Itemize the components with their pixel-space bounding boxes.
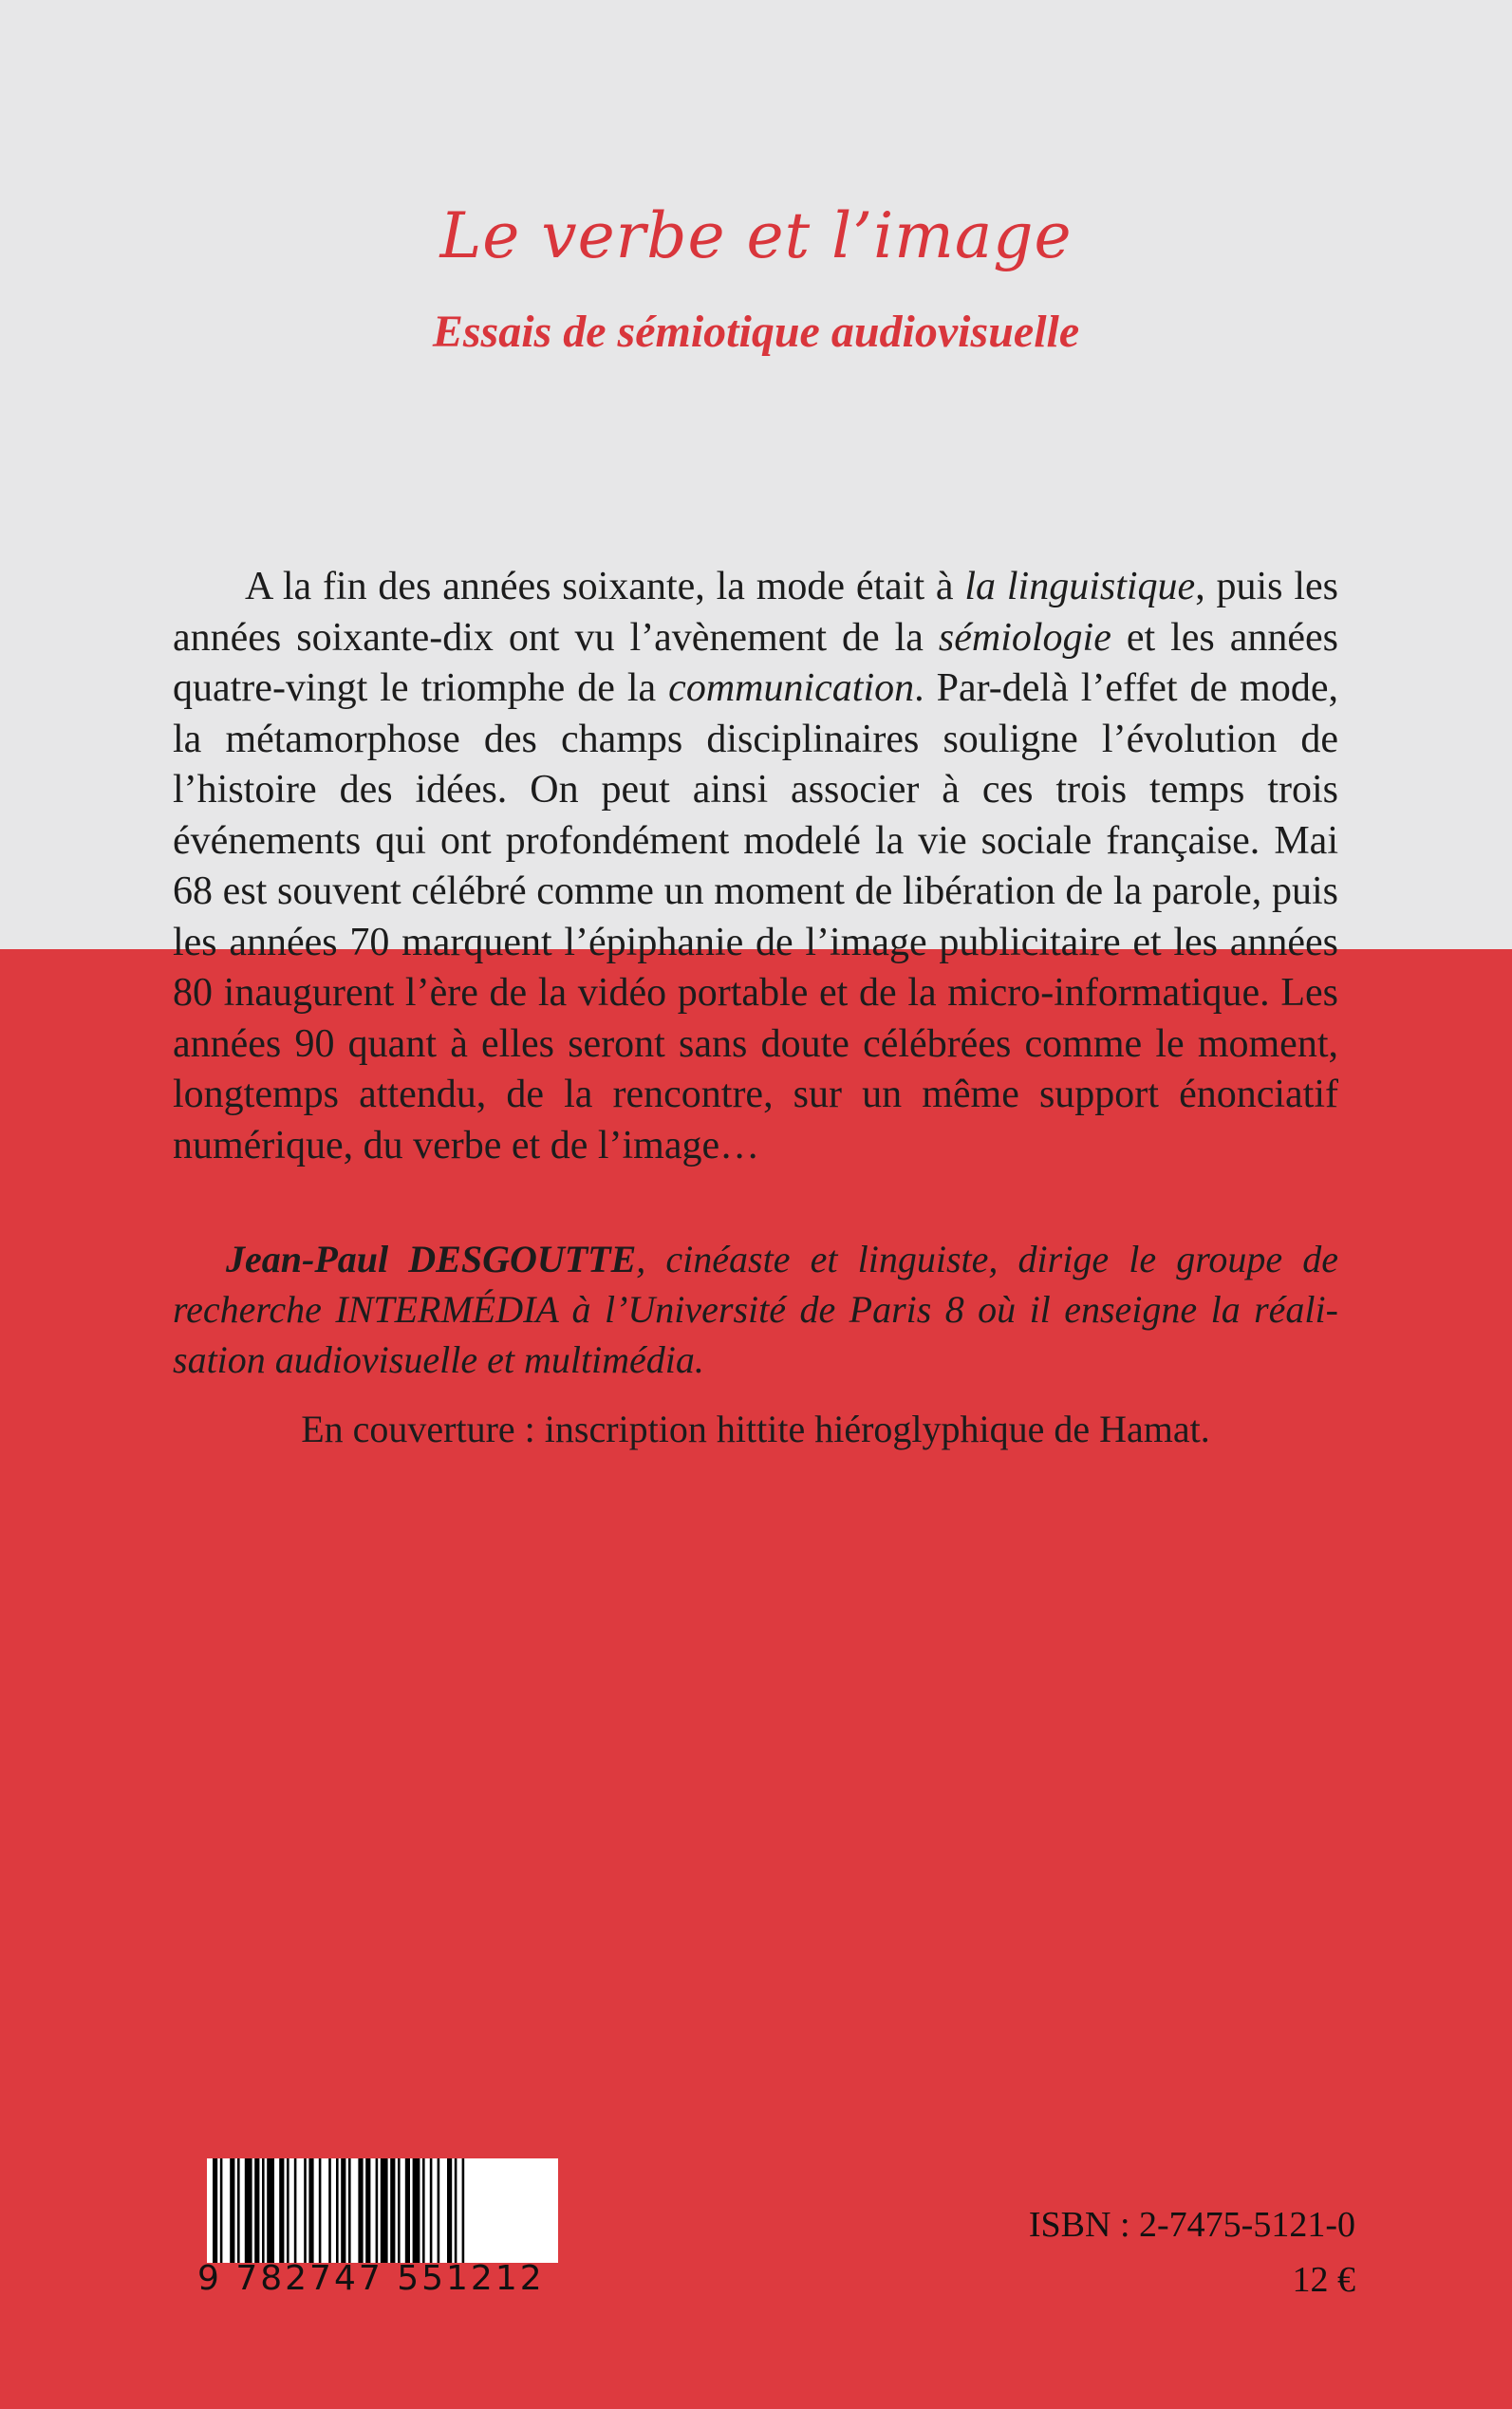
barcode-bar <box>398 2158 401 2263</box>
barcode-bar <box>237 2158 240 2263</box>
barcode-bar <box>319 2158 322 2263</box>
book-title: Le verbe et l’image <box>439 199 1073 272</box>
barcode-bar <box>262 2158 265 2263</box>
barcode-bar <box>462 2158 465 2263</box>
barcode-bar <box>438 2158 440 2263</box>
book-subtitle: Essais de sémiotique audiovisuelle <box>432 307 1080 357</box>
isbn: ISBN : 2-7475-5121-0 <box>1028 2205 1355 2245</box>
blurb-text-1: A la fin des années soixante, la mode était à <box>245 565 965 608</box>
author-bio: , cinéaste et linguiste, dirige le groupe de recherche INTERMÉDIA à l’Université de Paris 8 où il enseigne la réalisation audiovisuelle et multimédia. <box>173 1238 1338 1381</box>
author-name: Jean-Paul DESGOUTTE <box>226 1238 637 1280</box>
barcode-bar <box>308 2158 313 2263</box>
barcode-bar <box>376 2158 379 2263</box>
barcode-bar <box>254 2158 259 2263</box>
barcode-bar <box>413 2158 420 2263</box>
barcode-bar <box>405 2158 410 2263</box>
barcode-bar <box>381 2158 388 2263</box>
barcode-bar <box>287 2158 289 2263</box>
barcode-bar <box>341 2158 345 2263</box>
barcode-bar <box>348 2158 351 2263</box>
barcode-digits: 9 782747 551212 <box>197 2259 545 2298</box>
barcode-bar <box>422 2158 425 2263</box>
barcode-bar <box>365 2158 370 2263</box>
barcode-bar <box>267 2158 274 2263</box>
barcode-bar <box>230 2158 234 2263</box>
barcode-bar <box>430 2158 433 2263</box>
blurb-text-2: , puis les années soixante-dix ont vu l’avènement de la <box>173 565 1338 660</box>
barcode-bar <box>455 2158 457 2263</box>
barcode-bar <box>213 2158 217 2263</box>
barcode-bar <box>220 2158 223 2263</box>
barcode-bar <box>304 2158 307 2263</box>
blurb-text-3: et les années quatre-vingt le triomphe de la <box>173 615 1338 710</box>
barcode-bar <box>358 2158 363 2263</box>
barcode-bar <box>294 2158 297 2263</box>
blurb-emphasis-linguistique: la linguistique <box>964 565 1196 608</box>
barcode-bar <box>245 2158 252 2263</box>
cover-credit: En couverture : inscription hittite hiéroglyphique de Hamat. <box>301 1408 1210 1450</box>
barcode-bar <box>328 2158 331 2263</box>
blurb-text-4: . Par-delà l’effet de mode, la métamorphose des champs disciplinaires souligne l’évolution de l’histoire des idées. On peut ainsi associer à ces trois temps trois événements qui ont profondément modelé la vie sociale française. Mai 68 est souvent célébré comme un moment de libération de la parole, puis les années 70 marquent l’épiphanie de l’image publicitaire et les années 80 inaugurent l’ère de la vidéo portable et de la micro-informatique. Les années 90 quant à elles seront sans doute célébrées comme le moment, longtemps attendu, de la rencontre, sur un même support énonciatif numérique, du verbe et de l’image… <box>173 666 1338 1167</box>
author-note <box>173 1234 1338 1385</box>
price: 12 € <box>1292 2260 1355 2300</box>
barcode <box>207 2158 558 2263</box>
blurb-emphasis-communication: communication <box>668 666 915 710</box>
back-cover-blurb <box>173 562 1338 1171</box>
barcode-bar <box>447 2158 452 2263</box>
barcode-bar <box>279 2158 284 2263</box>
barcode-bar <box>336 2158 339 2263</box>
barcode-bar <box>390 2158 395 2263</box>
blurb-emphasis-semiologie: sémiologie <box>938 615 1111 660</box>
